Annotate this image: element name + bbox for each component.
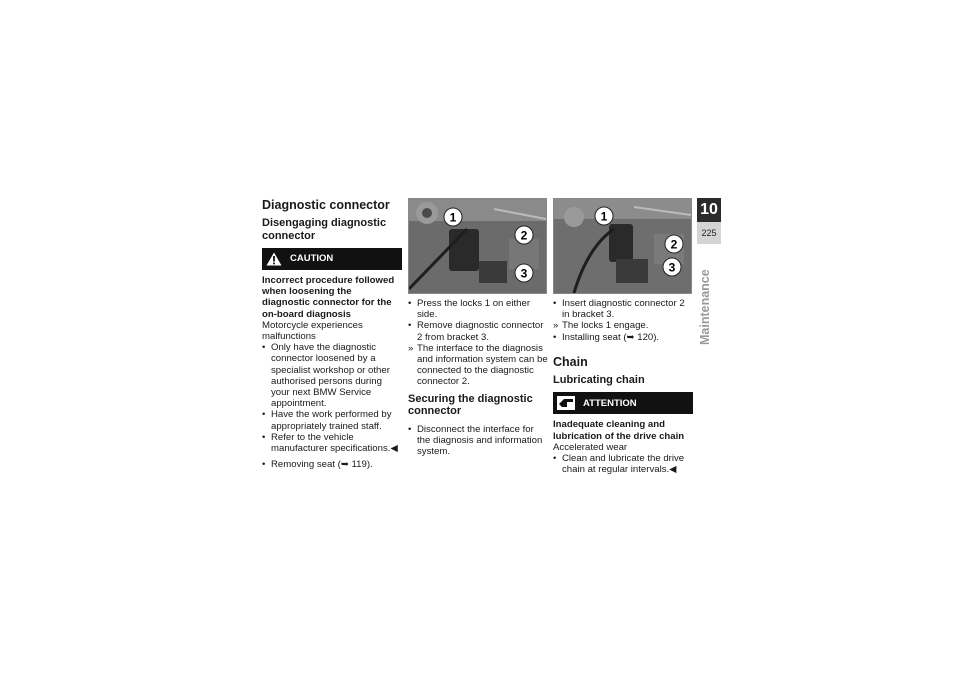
attention-heading: Inadequate cleaning and lubrication of the drive chain: [553, 419, 685, 442]
subsection-title: Securing the diagnostic connector: [408, 392, 533, 418]
column-disengage-steps: [408, 198, 548, 457]
subsection-title: Lubricating chain: [553, 373, 645, 386]
list-item: • Press the locks 1 on either side.: [408, 298, 531, 321]
callout-3: 3: [520, 266, 528, 281]
callout-1: 1: [449, 210, 457, 225]
column-diagnostic-connector: [262, 198, 402, 470]
chapter-badge: 10: [697, 198, 721, 222]
callout-3: 3: [668, 260, 676, 275]
warning-triangle-icon: [266, 252, 282, 266]
section-title-chain: Chain: [553, 354, 588, 369]
list-item: » The interface to the diagnosis and information system can be connected to the diagnostic connector 2.: [408, 342, 548, 388]
step-list: [408, 298, 548, 388]
caution-text: Motorcycle experiences malfunctions: [262, 319, 363, 343]
section-title: Diagnostic connector: [262, 198, 390, 212]
step-list: [262, 459, 402, 470]
list-item: • Have the work performed by appropriately trained staff.: [262, 409, 392, 432]
installing-seat-link[interactable]: Installing seat (➥ 120).: [562, 331, 660, 343]
attention-hand-icon: [557, 396, 575, 410]
list-item: » The locks 1 engage.: [553, 320, 649, 332]
caution-label: CAUTION: [290, 253, 334, 265]
step-list: [553, 298, 693, 343]
attention-text: Accelerated wear: [553, 441, 628, 453]
callout-2: 2: [670, 237, 678, 252]
step-list: [408, 424, 548, 458]
photo-diagnostic-connector-installed: [553, 198, 692, 294]
list-item: • Insert diagnostic connector 2 in bracket 3.: [553, 298, 685, 321]
caution-bullets: [262, 342, 402, 454]
attention-bar: [553, 392, 693, 414]
attention-bullets: [553, 453, 693, 475]
list-item: • Refer to the vehicle manufacturer specifications.◀: [262, 431, 398, 455]
caution-heading: Incorrect procedure followed when loosening the diagnostic connector for the on-board diagnosis: [262, 275, 395, 320]
list-item: • Disconnect the interface for the diagnosis and information system.: [408, 423, 543, 458]
photo-diagnostic-connector-removed: [408, 198, 547, 294]
caution-bar: [262, 248, 402, 270]
chapter-vertical-label: Maintenance: [698, 269, 712, 345]
list-item: • Clean and lubricate the drive chain at regular intervals.◀: [553, 452, 685, 476]
list-item: • Removing seat (➥ 119).: [262, 459, 373, 471]
list-item: • Remove diagnostic connector 2 from bracket 3.: [408, 320, 544, 343]
subsection-title: Disengaging diagnostic connector: [262, 217, 387, 242]
page-number: 225: [697, 222, 721, 244]
callout-2: 2: [520, 228, 528, 243]
column-secure-and-chain: [553, 198, 693, 475]
removing-seat-link[interactable]: Removing seat (➥ 119).: [271, 459, 373, 471]
callout-1: 1: [600, 209, 608, 224]
list-item: • Installing seat (➥ 120).: [553, 331, 660, 343]
list-item: • Only have the diagnostic connector loosened by a specialist workshop or other authorised persons during your next BMW Service appointment.: [262, 342, 390, 410]
attention-label: ATTENTION: [583, 397, 637, 409]
